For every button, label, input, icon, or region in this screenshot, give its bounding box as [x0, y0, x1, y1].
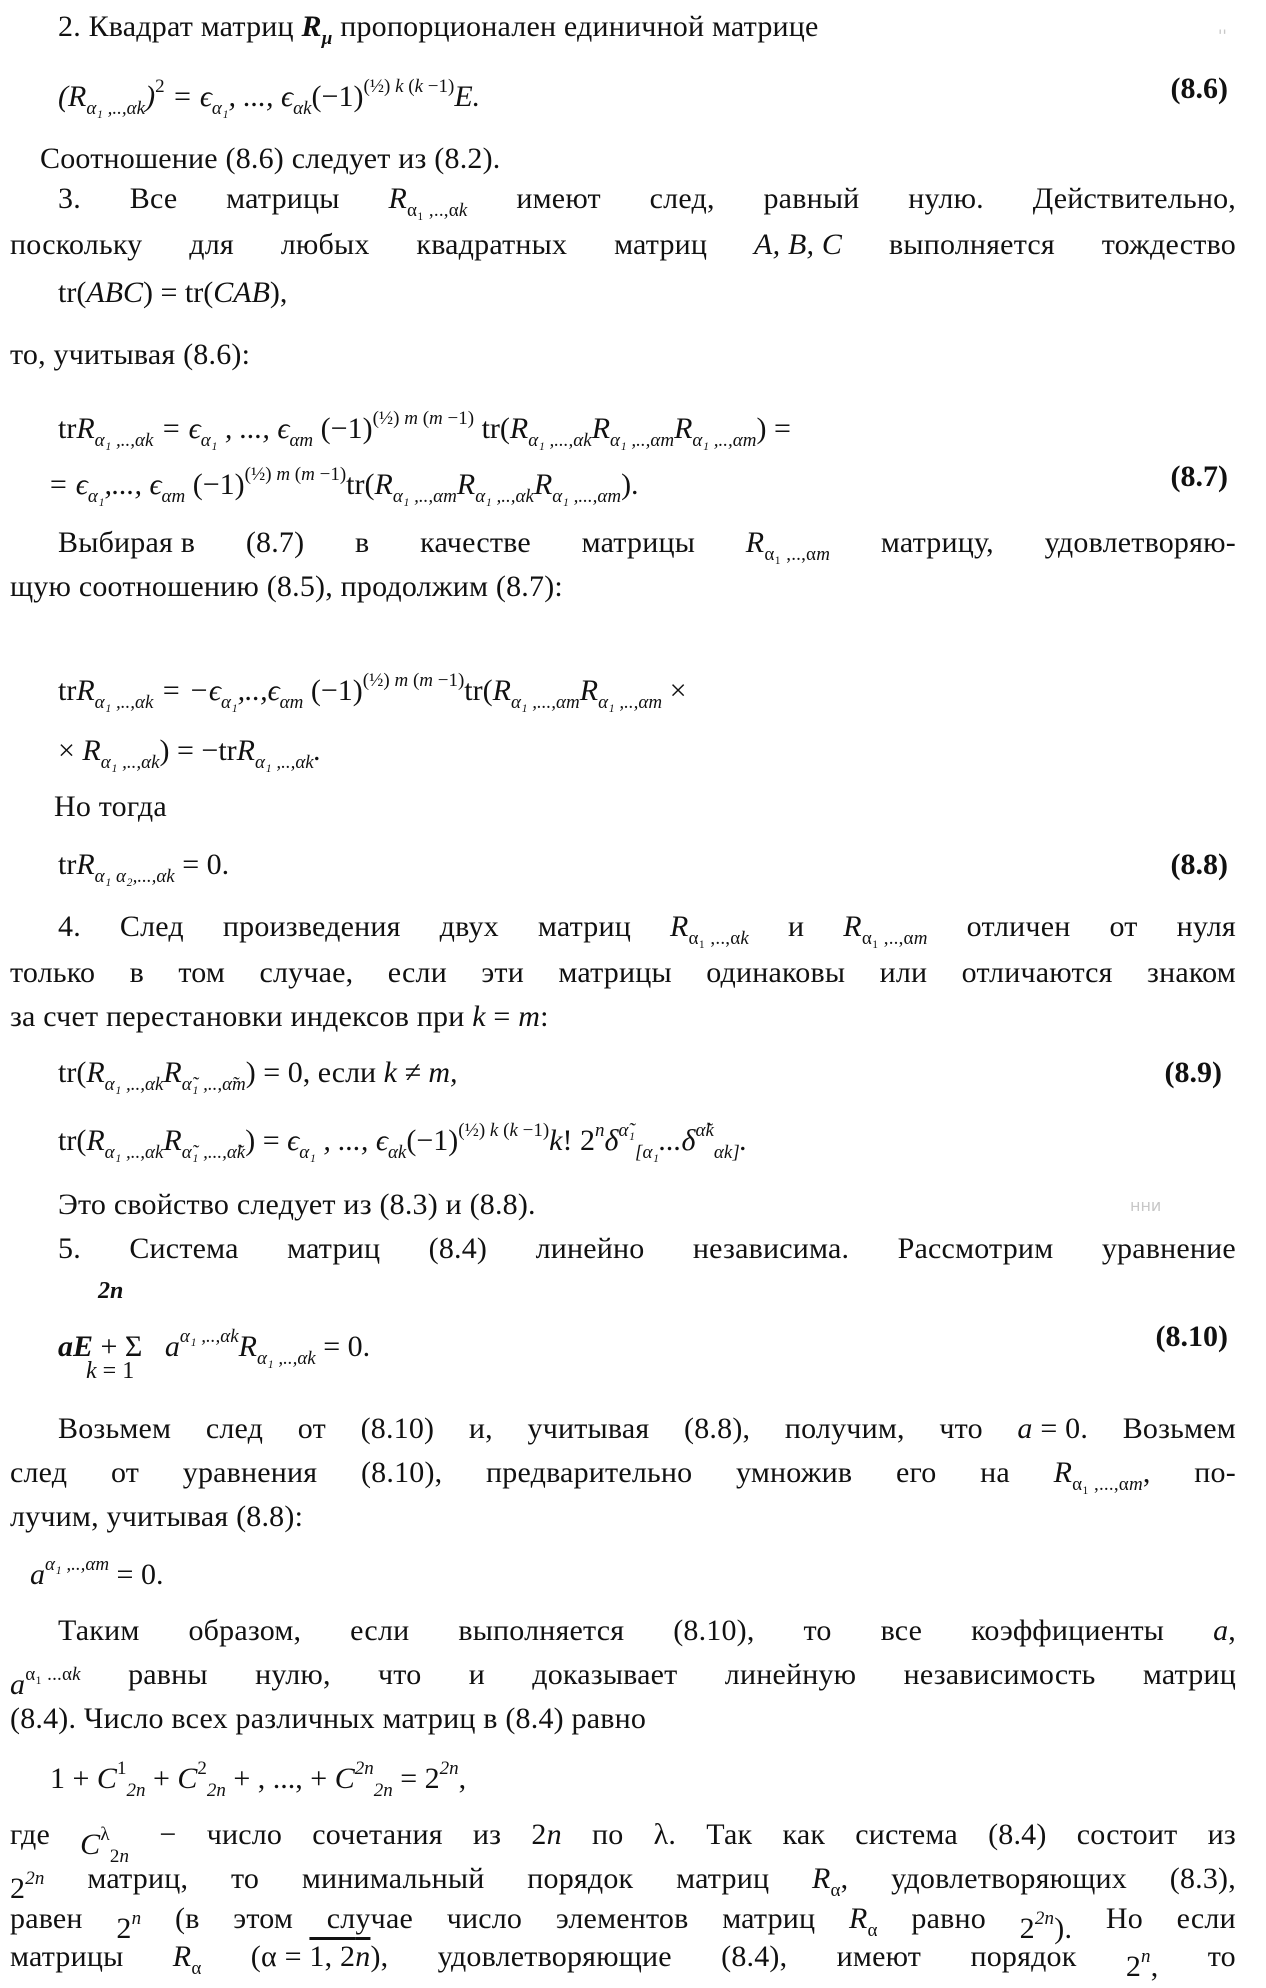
equation-8-9-a: $tr(R_{\alpha_1 ,..,\alpha k}R_{\alphã_1 ,..,\alphãm}) = 0$, если k ≠ m, [58, 1056, 458, 1095]
item4-line2: только в том случае, если эти матрицы одинаковы или отличаются знаком [10, 956, 1236, 989]
equation-number-8-10: (8.10) [1155, 1320, 1228, 1353]
equation-8-8: trR$_{\alpha_1 \alpha_2,...,\alpha k}$ = 0. [58, 848, 230, 887]
item2-title: 2. Квадрат матриц $R_\mu$ пропорционален единичной матрице [58, 10, 819, 49]
paragraph-follows: Соотношение (8.6) следует из (8.2). [40, 142, 501, 175]
equation-trace-identity: tr(ABC) = tr(CAB), [58, 276, 288, 309]
paragraph-where-line4: матрицы $R_\alpha$ (α = 1, 2n), удовлетворяющие (8.4), имеют порядок 2$^n$, то [10, 1940, 1236, 1983]
equation-coefficient-zero: $a^{\alpha_1 ,..,\alpha m} = 0$. [30, 1554, 164, 1591]
item4-line3: за счет перестановки индексов при k = m: [10, 1000, 549, 1033]
equation-number-8-9: (8.9) [1164, 1056, 1222, 1089]
item5-line1: 5. Система матриц (8.4) линейно независима. Рассмотрим уравнение [58, 1232, 1236, 1265]
item3-line2: поскольку для любых квадратных матриц A, B, C выполняется тождество [10, 228, 1236, 261]
equation-continue-b: × $R_{\alpha_1 ,..,\alpha k}) = -trR_{\alpha_1 ,..,\alpha k}$. [58, 734, 322, 773]
paragraph-where-line1: где $C^\lambda_{2n}$ − число сочетания из 2n по λ. Так как система (8.4) состоит из [10, 1818, 1236, 1867]
paragraph-taking: то, учитывая (8.6): [10, 338, 251, 371]
paragraph-thus-line2: $a^{\alpha_1 ...\alpha k}$ равны нулю, что и доказывает линейную независимость матриц [10, 1658, 1236, 1701]
paragraph-where-line2: $2^{2n}$ матриц, то минимальный порядок матриц $R_\alpha$, удовлетворяющих (8.3), [10, 1862, 1236, 1905]
equation-8-10: aE + Σ $a^{\alpha_1 ,..,\alpha k}R_{\alpha_1 ,..,\alpha k} = 0$. [58, 1326, 371, 1369]
equation-number-8-6: (8.6) [1170, 72, 1228, 105]
equation-8-6: $(R_{\alpha_1 ,..,\alpha k})^2 = \epsilon_{\alpha_1}$, ..., $\epsilon_{\alpha k}(-1)^{(\frac{1}{2}) k (k -1)}E$. [58, 76, 481, 119]
equation-8-9-b: $tr(R_{\alpha_1 ,..,\alpha k}R_{\alphã_1 ,...,\alphãk}) = \epsilon_{\alpha_1}$ , ..., $\epsilon_{\alpha k}(-1)^{(\frac{1}{2}) k (k -1)}k$! $2^n\delta^{\alphã_1}_{[\alpha_1}...\delta^{\alphãk}_{\alpha k]}$. [58, 1120, 748, 1163]
equation-number-8-7: (8.7) [1170, 460, 1228, 493]
equation-8-7-b: = $\epsilon_{\alpha_1}$,..., $\epsilon_{\alpha m}$ $(-1)^{(\frac{1}{2}) m (m -1)}tr(R_{\alpha_1 ,..,\alpha m}R_{\alpha_1 ,..,\alpha k}R_{\alpha_1 ,...,\alpha m})$. [48, 464, 639, 507]
item3-line1: 3. Все матрицы $R_{\alpha_1 ,..,\alpha k}$ имеют след, равный нулю. Действительно, [58, 182, 1236, 221]
sum-upper-limit: 2n [98, 1278, 124, 1304]
equation-8-7-a: $trR_{\alpha_1 ,..,\alpha k} = \epsilon_{\alpha_1}$ , ..., $\epsilon_{\alpha m}$ $(-1)^{(\frac{1}{2}) m (m -1)}$ $tr(R_{\alpha_1 ,...,\alpha k}R_{\alpha_1 ,..,\alpha m}R_{\alpha_1 ,..,\alpha m})$ = [58, 408, 791, 451]
paragraph-property: Это свойство следует из (8.3) и (8.8). [58, 1188, 536, 1221]
item4-line1: 4. След произведения двух матриц $R_{\alpha_1 ,..,\alpha k}$ и $R_{\alpha_1 ,..,\alpha m}$ отличен от нуля [58, 910, 1236, 949]
paragraph-thus-line3: (8.4). Число всех различных матриц в (8.4) равно [10, 1702, 647, 1735]
paragraph-choose-line2: щую соотношению (8.5), продолжим (8.7): [10, 570, 563, 603]
paragraph-choose-line1: Выбирая в (8.7) в качестве матрицы $R_{\alpha_1 ,..,\alpha m}$ матрицу, удовлетворяю- [58, 526, 1236, 565]
sum-lower-limit: k = 1 [86, 1358, 135, 1384]
paragraph-trace-line2: след от уравнения (8.10), предварительно умножив его на $R_{\alpha_1 ,...,\alpha m}$, по- [10, 1456, 1236, 1495]
paragraph-but-then: Но тогда [54, 790, 167, 823]
margin-mark-middle: нни [1130, 1196, 1162, 1215]
paragraph-where-line3: равен 2$^n$ (в этом случае число элементов матриц $R_\alpha$ равно $2^{2n}$). Но если [10, 1902, 1236, 1945]
equation-number-8-8: (8.8) [1170, 848, 1228, 881]
paragraph-thus-line1: Таким образом, если выполняется (8.10), то все коэффициенты a, [58, 1614, 1236, 1647]
margin-mark-top: '' [1218, 26, 1227, 45]
paragraph-trace-line1: Возьмем след от (8.10) и, учитывая (8.8), получим, что a = 0. Возьмем [58, 1412, 1236, 1445]
paragraph-trace-line3: лучим, учитывая (8.8): [10, 1500, 304, 1533]
equation-count: $1 + C^1_{2n} + C^2_{2n}$ + , ..., + $C^{2n}_{2n} = 2^{2n}$, [50, 1758, 467, 1801]
equation-continue-a: $trR_{\alpha_1 ,..,\alpha k} = -\epsilon_{\alpha_1},..,\epsilon_{\alpha m}$ $(-1)^{(\frac{1}{2}) m (m -1)}tr(R_{\alpha_1 ,...,\alpha m}R_{\alpha_1 ,..,\alpha m}$ × [58, 670, 687, 713]
